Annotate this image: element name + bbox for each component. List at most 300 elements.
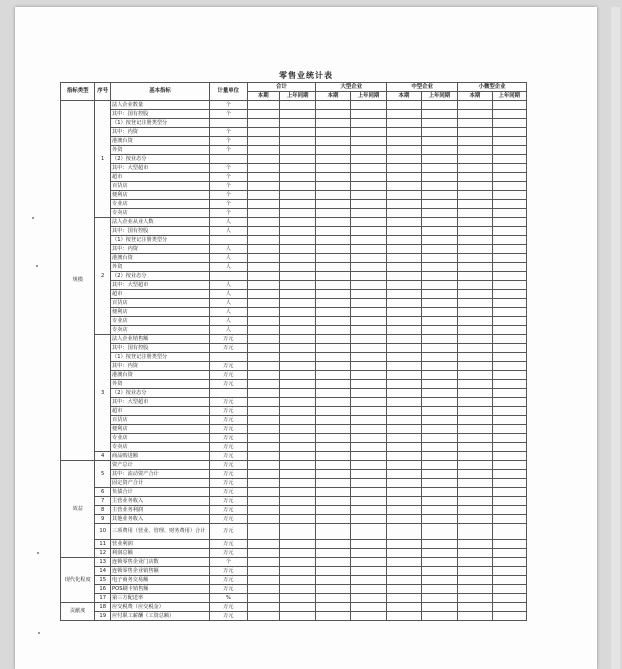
value-cell[interactable] xyxy=(350,299,387,308)
value-cell[interactable] xyxy=(387,308,421,317)
value-cell[interactable] xyxy=(350,191,387,200)
value-cell[interactable] xyxy=(387,209,421,218)
value-cell[interactable] xyxy=(350,218,387,227)
value-cell[interactable] xyxy=(458,218,492,227)
value-cell[interactable] xyxy=(247,389,279,398)
value-cell[interactable] xyxy=(316,326,350,335)
value-cell[interactable] xyxy=(350,371,387,380)
value-cell[interactable] xyxy=(492,209,526,218)
value-cell[interactable] xyxy=(247,603,279,612)
value-cell[interactable] xyxy=(458,585,492,594)
value-cell[interactable] xyxy=(492,576,526,585)
value-cell[interactable] xyxy=(492,281,526,290)
value-cell[interactable] xyxy=(350,254,387,263)
value-cell[interactable] xyxy=(316,335,350,344)
value-cell[interactable] xyxy=(350,227,387,236)
value-cell[interactable] xyxy=(247,567,279,576)
value-cell[interactable] xyxy=(387,263,421,272)
value-cell[interactable] xyxy=(458,254,492,263)
value-cell[interactable] xyxy=(492,506,526,515)
value-cell[interactable] xyxy=(458,567,492,576)
value-cell[interactable] xyxy=(492,371,526,380)
value-cell[interactable] xyxy=(316,567,350,576)
value-cell[interactable] xyxy=(279,227,316,236)
value-cell[interactable] xyxy=(492,173,526,182)
value-cell[interactable] xyxy=(350,380,387,389)
value-cell[interactable] xyxy=(279,576,316,585)
value-cell[interactable] xyxy=(458,200,492,209)
value-cell[interactable] xyxy=(247,146,279,155)
value-cell[interactable] xyxy=(247,344,279,353)
value-cell[interactable] xyxy=(387,371,421,380)
value-cell[interactable] xyxy=(458,470,492,479)
value-cell[interactable] xyxy=(387,612,421,621)
value-cell[interactable] xyxy=(387,488,421,497)
value-cell[interactable] xyxy=(421,290,458,299)
value-cell[interactable] xyxy=(387,603,421,612)
value-cell[interactable] xyxy=(387,101,421,110)
value-cell[interactable] xyxy=(316,191,350,200)
value-cell[interactable] xyxy=(316,558,350,567)
value-cell[interactable] xyxy=(387,362,421,371)
value-cell[interactable] xyxy=(350,335,387,344)
value-cell[interactable] xyxy=(421,576,458,585)
value-cell[interactable] xyxy=(279,110,316,119)
value-cell[interactable] xyxy=(279,308,316,317)
value-cell[interactable] xyxy=(492,407,526,416)
value-cell[interactable] xyxy=(350,272,387,281)
value-cell[interactable] xyxy=(350,317,387,326)
value-cell[interactable] xyxy=(492,344,526,353)
value-cell[interactable] xyxy=(421,497,458,506)
value-cell[interactable] xyxy=(247,254,279,263)
value-cell[interactable] xyxy=(421,263,458,272)
value-cell[interactable] xyxy=(458,506,492,515)
value-cell[interactable] xyxy=(279,173,316,182)
value-cell[interactable] xyxy=(247,110,279,119)
value-cell[interactable] xyxy=(421,209,458,218)
value-cell[interactable] xyxy=(421,335,458,344)
value-cell[interactable] xyxy=(492,317,526,326)
value-cell[interactable] xyxy=(421,594,458,603)
value-cell[interactable] xyxy=(458,110,492,119)
value-cell[interactable] xyxy=(458,317,492,326)
value-cell[interactable] xyxy=(458,612,492,621)
value-cell[interactable] xyxy=(247,353,279,362)
value-cell[interactable] xyxy=(421,236,458,245)
value-cell[interactable] xyxy=(279,515,316,524)
value-cell[interactable] xyxy=(458,443,492,452)
value-cell[interactable] xyxy=(458,461,492,470)
value-cell[interactable] xyxy=(350,425,387,434)
value-cell[interactable] xyxy=(492,254,526,263)
value-cell[interactable] xyxy=(350,416,387,425)
value-cell[interactable] xyxy=(458,540,492,549)
value-cell[interactable] xyxy=(387,200,421,209)
value-cell[interactable] xyxy=(458,119,492,128)
value-cell[interactable] xyxy=(421,326,458,335)
value-cell[interactable] xyxy=(316,110,350,119)
value-cell[interactable] xyxy=(247,164,279,173)
value-cell[interactable] xyxy=(316,380,350,389)
value-cell[interactable] xyxy=(387,326,421,335)
value-cell[interactable] xyxy=(458,524,492,540)
value-cell[interactable] xyxy=(492,425,526,434)
value-cell[interactable] xyxy=(387,119,421,128)
value-cell[interactable] xyxy=(421,452,458,461)
value-cell[interactable] xyxy=(279,362,316,371)
value-cell[interactable] xyxy=(387,164,421,173)
value-cell[interactable] xyxy=(350,515,387,524)
value-cell[interactable] xyxy=(421,380,458,389)
value-cell[interactable] xyxy=(279,290,316,299)
value-cell[interactable] xyxy=(247,281,279,290)
value-cell[interactable] xyxy=(350,200,387,209)
value-cell[interactable] xyxy=(350,119,387,128)
value-cell[interactable] xyxy=(421,389,458,398)
value-cell[interactable] xyxy=(316,524,350,540)
value-cell[interactable] xyxy=(279,101,316,110)
value-cell[interactable] xyxy=(458,299,492,308)
value-cell[interactable] xyxy=(279,461,316,470)
value-cell[interactable] xyxy=(316,425,350,434)
value-cell[interactable] xyxy=(279,452,316,461)
value-cell[interactable] xyxy=(247,470,279,479)
value-cell[interactable] xyxy=(421,128,458,137)
value-cell[interactable] xyxy=(316,119,350,128)
value-cell[interactable] xyxy=(316,218,350,227)
value-cell[interactable] xyxy=(350,488,387,497)
value-cell[interactable] xyxy=(279,245,316,254)
value-cell[interactable] xyxy=(350,497,387,506)
value-cell[interactable] xyxy=(247,227,279,236)
value-cell[interactable] xyxy=(247,335,279,344)
value-cell[interactable] xyxy=(350,576,387,585)
value-cell[interactable] xyxy=(350,470,387,479)
value-cell[interactable] xyxy=(458,263,492,272)
value-cell[interactable] xyxy=(247,594,279,603)
value-cell[interactable] xyxy=(279,200,316,209)
value-cell[interactable] xyxy=(247,299,279,308)
value-cell[interactable] xyxy=(387,452,421,461)
value-cell[interactable] xyxy=(247,272,279,281)
value-cell[interactable] xyxy=(350,434,387,443)
value-cell[interactable] xyxy=(316,398,350,407)
value-cell[interactable] xyxy=(387,425,421,434)
value-cell[interactable] xyxy=(316,254,350,263)
value-cell[interactable] xyxy=(247,218,279,227)
value-cell[interactable] xyxy=(387,182,421,191)
value-cell[interactable] xyxy=(458,326,492,335)
value-cell[interactable] xyxy=(247,101,279,110)
value-cell[interactable] xyxy=(421,416,458,425)
value-cell[interactable] xyxy=(316,308,350,317)
value-cell[interactable] xyxy=(387,299,421,308)
value-cell[interactable] xyxy=(421,110,458,119)
value-cell[interactable] xyxy=(458,335,492,344)
value-cell[interactable] xyxy=(387,479,421,488)
value-cell[interactable] xyxy=(247,515,279,524)
value-cell[interactable] xyxy=(350,353,387,362)
value-cell[interactable] xyxy=(458,362,492,371)
value-cell[interactable] xyxy=(387,335,421,344)
value-cell[interactable] xyxy=(492,398,526,407)
value-cell[interactable] xyxy=(458,389,492,398)
value-cell[interactable] xyxy=(247,452,279,461)
value-cell[interactable] xyxy=(421,200,458,209)
value-cell[interactable] xyxy=(458,137,492,146)
value-cell[interactable] xyxy=(350,389,387,398)
value-cell[interactable] xyxy=(247,524,279,540)
value-cell[interactable] xyxy=(387,506,421,515)
value-cell[interactable] xyxy=(492,470,526,479)
value-cell[interactable] xyxy=(350,603,387,612)
value-cell[interactable] xyxy=(247,200,279,209)
value-cell[interactable] xyxy=(247,585,279,594)
value-cell[interactable] xyxy=(387,272,421,281)
value-cell[interactable] xyxy=(387,524,421,540)
value-cell[interactable] xyxy=(279,326,316,335)
value-cell[interactable] xyxy=(492,128,526,137)
value-cell[interactable] xyxy=(316,603,350,612)
value-cell[interactable] xyxy=(492,290,526,299)
value-cell[interactable] xyxy=(492,155,526,164)
value-cell[interactable] xyxy=(458,209,492,218)
value-cell[interactable] xyxy=(458,155,492,164)
value-cell[interactable] xyxy=(458,272,492,281)
value-cell[interactable] xyxy=(492,308,526,317)
value-cell[interactable] xyxy=(316,470,350,479)
value-cell[interactable] xyxy=(421,506,458,515)
value-cell[interactable] xyxy=(387,398,421,407)
value-cell[interactable] xyxy=(316,272,350,281)
value-cell[interactable] xyxy=(458,290,492,299)
value-cell[interactable] xyxy=(458,245,492,254)
value-cell[interactable] xyxy=(279,236,316,245)
value-cell[interactable] xyxy=(387,461,421,470)
value-cell[interactable] xyxy=(350,452,387,461)
value-cell[interactable] xyxy=(492,335,526,344)
value-cell[interactable] xyxy=(421,182,458,191)
value-cell[interactable] xyxy=(316,585,350,594)
value-cell[interactable] xyxy=(421,218,458,227)
value-cell[interactable] xyxy=(247,443,279,452)
value-cell[interactable] xyxy=(458,488,492,497)
value-cell[interactable] xyxy=(421,155,458,164)
value-cell[interactable] xyxy=(279,317,316,326)
value-cell[interactable] xyxy=(492,479,526,488)
value-cell[interactable] xyxy=(247,236,279,245)
value-cell[interactable] xyxy=(350,540,387,549)
value-cell[interactable] xyxy=(421,164,458,173)
value-cell[interactable] xyxy=(387,173,421,182)
value-cell[interactable] xyxy=(421,612,458,621)
value-cell[interactable] xyxy=(316,515,350,524)
value-cell[interactable] xyxy=(421,299,458,308)
value-cell[interactable] xyxy=(316,371,350,380)
value-cell[interactable] xyxy=(458,371,492,380)
value-cell[interactable] xyxy=(316,245,350,254)
value-cell[interactable] xyxy=(492,612,526,621)
value-cell[interactable] xyxy=(492,236,526,245)
value-cell[interactable] xyxy=(492,497,526,506)
value-cell[interactable] xyxy=(279,479,316,488)
value-cell[interactable] xyxy=(421,567,458,576)
value-cell[interactable] xyxy=(316,461,350,470)
value-cell[interactable] xyxy=(492,515,526,524)
value-cell[interactable] xyxy=(316,452,350,461)
value-cell[interactable] xyxy=(387,416,421,425)
value-cell[interactable] xyxy=(421,353,458,362)
value-cell[interactable] xyxy=(387,146,421,155)
value-cell[interactable] xyxy=(279,488,316,497)
value-cell[interactable] xyxy=(350,479,387,488)
value-cell[interactable] xyxy=(350,506,387,515)
value-cell[interactable] xyxy=(279,344,316,353)
value-cell[interactable] xyxy=(279,128,316,137)
value-cell[interactable] xyxy=(247,434,279,443)
value-cell[interactable] xyxy=(279,425,316,434)
value-cell[interactable] xyxy=(421,344,458,353)
value-cell[interactable] xyxy=(387,254,421,263)
value-cell[interactable] xyxy=(247,155,279,164)
value-cell[interactable] xyxy=(492,558,526,567)
value-cell[interactable] xyxy=(279,182,316,191)
value-cell[interactable] xyxy=(247,612,279,621)
value-cell[interactable] xyxy=(421,101,458,110)
value-cell[interactable] xyxy=(458,380,492,389)
value-cell[interactable] xyxy=(350,407,387,416)
value-cell[interactable] xyxy=(421,549,458,558)
value-cell[interactable] xyxy=(421,317,458,326)
value-cell[interactable] xyxy=(492,200,526,209)
value-cell[interactable] xyxy=(279,335,316,344)
value-cell[interactable] xyxy=(458,164,492,173)
value-cell[interactable] xyxy=(316,497,350,506)
value-cell[interactable] xyxy=(492,326,526,335)
value-cell[interactable] xyxy=(279,558,316,567)
value-cell[interactable] xyxy=(387,434,421,443)
value-cell[interactable] xyxy=(279,380,316,389)
value-cell[interactable] xyxy=(316,434,350,443)
value-cell[interactable] xyxy=(247,497,279,506)
value-cell[interactable] xyxy=(421,398,458,407)
value-cell[interactable] xyxy=(350,326,387,335)
value-cell[interactable] xyxy=(316,227,350,236)
value-cell[interactable] xyxy=(350,524,387,540)
scrollbar[interactable] xyxy=(611,7,620,669)
value-cell[interactable] xyxy=(458,281,492,290)
value-cell[interactable] xyxy=(387,245,421,254)
value-cell[interactable] xyxy=(387,317,421,326)
value-cell[interactable] xyxy=(458,549,492,558)
value-cell[interactable] xyxy=(458,576,492,585)
value-cell[interactable] xyxy=(350,209,387,218)
value-cell[interactable] xyxy=(279,137,316,146)
value-cell[interactable] xyxy=(316,479,350,488)
value-cell[interactable] xyxy=(279,371,316,380)
value-cell[interactable] xyxy=(247,540,279,549)
value-cell[interactable] xyxy=(316,594,350,603)
value-cell[interactable] xyxy=(492,567,526,576)
value-cell[interactable] xyxy=(387,137,421,146)
value-cell[interactable] xyxy=(387,353,421,362)
value-cell[interactable] xyxy=(247,506,279,515)
value-cell[interactable] xyxy=(492,452,526,461)
value-cell[interactable] xyxy=(247,407,279,416)
value-cell[interactable] xyxy=(421,245,458,254)
value-cell[interactable] xyxy=(387,594,421,603)
value-cell[interactable] xyxy=(316,182,350,191)
value-cell[interactable] xyxy=(350,137,387,146)
value-cell[interactable] xyxy=(458,416,492,425)
value-cell[interactable] xyxy=(458,497,492,506)
value-cell[interactable] xyxy=(387,236,421,245)
value-cell[interactable] xyxy=(247,308,279,317)
value-cell[interactable] xyxy=(279,353,316,362)
value-cell[interactable] xyxy=(350,146,387,155)
value-cell[interactable] xyxy=(492,227,526,236)
value-cell[interactable] xyxy=(247,362,279,371)
value-cell[interactable] xyxy=(492,119,526,128)
value-cell[interactable] xyxy=(350,398,387,407)
value-cell[interactable] xyxy=(458,452,492,461)
value-cell[interactable] xyxy=(492,137,526,146)
value-cell[interactable] xyxy=(387,155,421,164)
value-cell[interactable] xyxy=(279,254,316,263)
value-cell[interactable] xyxy=(492,549,526,558)
value-cell[interactable] xyxy=(421,558,458,567)
value-cell[interactable] xyxy=(421,308,458,317)
value-cell[interactable] xyxy=(458,407,492,416)
value-cell[interactable] xyxy=(492,146,526,155)
value-cell[interactable] xyxy=(247,317,279,326)
value-cell[interactable] xyxy=(387,470,421,479)
value-cell[interactable] xyxy=(350,281,387,290)
value-cell[interactable] xyxy=(279,549,316,558)
value-cell[interactable] xyxy=(458,128,492,137)
value-cell[interactable] xyxy=(279,272,316,281)
value-cell[interactable] xyxy=(279,470,316,479)
value-cell[interactable] xyxy=(492,416,526,425)
value-cell[interactable] xyxy=(247,119,279,128)
value-cell[interactable] xyxy=(279,612,316,621)
value-cell[interactable] xyxy=(387,497,421,506)
value-cell[interactable] xyxy=(279,146,316,155)
value-cell[interactable] xyxy=(492,218,526,227)
value-cell[interactable] xyxy=(316,263,350,272)
value-cell[interactable] xyxy=(350,128,387,137)
value-cell[interactable] xyxy=(350,362,387,371)
value-cell[interactable] xyxy=(316,344,350,353)
value-cell[interactable] xyxy=(316,317,350,326)
value-cell[interactable] xyxy=(279,398,316,407)
value-cell[interactable] xyxy=(458,182,492,191)
value-cell[interactable] xyxy=(279,567,316,576)
value-cell[interactable] xyxy=(492,524,526,540)
value-cell[interactable] xyxy=(458,398,492,407)
value-cell[interactable] xyxy=(279,416,316,425)
value-cell[interactable] xyxy=(492,461,526,470)
value-cell[interactable] xyxy=(279,164,316,173)
value-cell[interactable] xyxy=(387,515,421,524)
value-cell[interactable] xyxy=(350,182,387,191)
value-cell[interactable] xyxy=(458,515,492,524)
value-cell[interactable] xyxy=(316,407,350,416)
value-cell[interactable] xyxy=(458,434,492,443)
value-cell[interactable] xyxy=(492,585,526,594)
value-cell[interactable] xyxy=(247,245,279,254)
